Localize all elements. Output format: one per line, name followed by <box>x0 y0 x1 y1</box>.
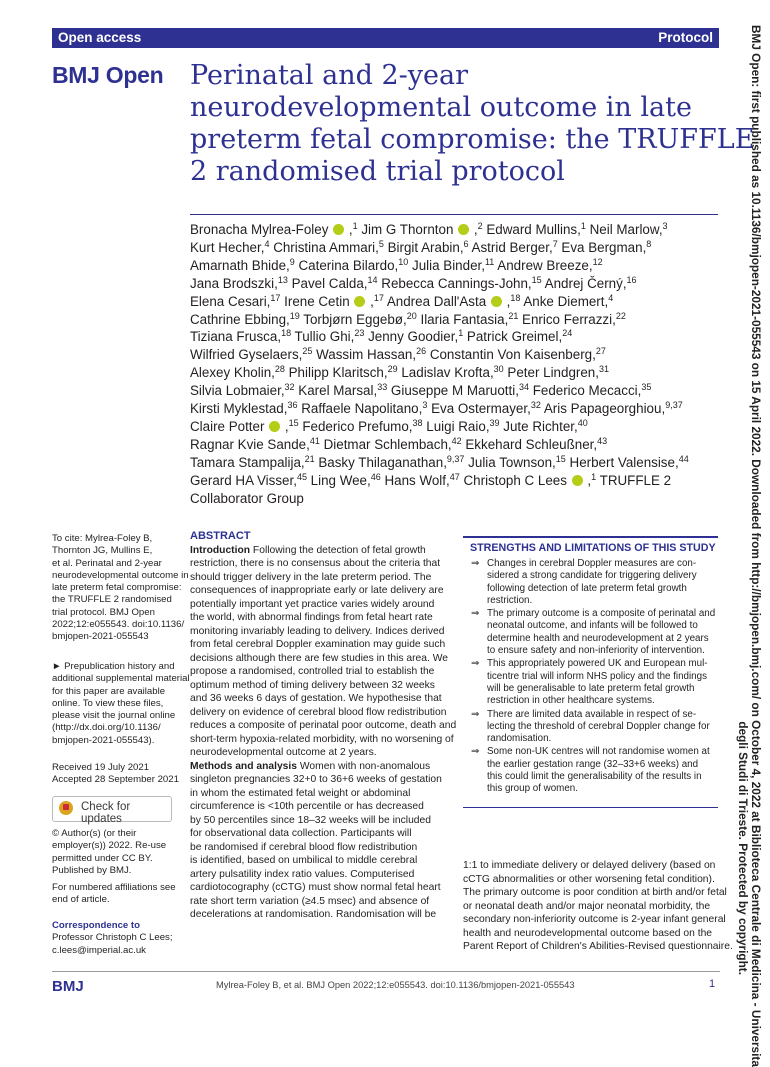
abstract-line: the world, with abnormal findings from fetal heart rate <box>190 612 433 623</box>
cite-line: Thornton JG, Mullins E, <box>52 545 153 557</box>
author-line: Tamara Stampalija,$^{21}$ Basky Thilaganathan,$^{9,37}$ Julia Townson,$^{15}$ Herbert Valensise,$^{44}$ <box>190 453 689 470</box>
received-date: Received 19 July 2021 <box>52 762 150 773</box>
strengths-limitations-box <box>463 536 718 808</box>
author-line: Kirsti Myklestad,$^{36}$ Raffaele Napolitano,$^3$ Eva Ostermayer,$^{32}$ Aris Papageorghiou,$^{9,37}$ <box>190 400 683 417</box>
abstract-line: and 36 weeks 6 days of gestation. We hypothesise that <box>190 693 442 704</box>
abstract-line: Introduction Following the detection of fetal growth <box>190 544 426 556</box>
check-updates-button[interactable] <box>52 796 172 825</box>
crossmark-icon <box>59 801 73 815</box>
abstract-line: in whom the estimated fetal weight or abdominal <box>190 787 411 799</box>
author-line: Jana Brodszki,$^{13}$ Pavel Calda,$^{14}$ Rebecca Cannings-John,$^{15}$ Andrej Černý,$^{16}$ <box>190 274 637 291</box>
copyright-line: Published by BMJ. <box>52 864 132 876</box>
copyright-line: employer(s)) 2022. Re-use <box>52 840 167 852</box>
abstract-body <box>190 544 457 922</box>
copyright-line: © Author(s) (or their <box>52 828 137 839</box>
abstract-line: reduces a composite of perinatal poor outcome, death and <box>190 720 457 731</box>
affiliations-note <box>52 882 177 907</box>
body-line: health and neurodevelopmental outcome based on the <box>463 927 713 939</box>
abstract-line: be randomised if cerebral blood flow redistribution <box>190 841 418 853</box>
body-line: secondary non-inferiority outcome is 2-year infant general <box>463 914 726 925</box>
abstract-heading: ABSTRACT <box>190 530 251 542</box>
abstract-line: by 50 percentiles since 18–32 weeks will be included <box>190 814 431 826</box>
abstract-line: from fetal cerebral Doppler examination may guide such <box>190 639 446 650</box>
title-line: Perinatal and 2-year <box>190 60 469 91</box>
abstract-line: decelerations at randomisation. Randomisation will be <box>190 909 437 920</box>
copyright-block <box>52 828 177 877</box>
accepted-date: Accepted 28 September 2021 <box>52 774 179 786</box>
author-line: Claire Potter ,$^{15}$ Federico Prefumo,$^{38}$ Luigi Raio,$^{39}$ Jute Richter,$^{40}$ <box>190 417 588 434</box>
author-line: Collaborator Group <box>190 490 304 506</box>
watermark-line: BMJ Open: first published as 10.1136/bmjopen-2021-055543 on 15 April 2022. Downloaded from http://bmjopen.bmj.com/ on October 4, 2022 at Biblioteca Centrale di Medicina - Universita <box>749 25 763 1067</box>
author-line: Ragnar Kvie Sande,$^{41}$ Dietmar Schlembach,$^{42}$ Ekkehard Schleußner,$^{43}$ <box>190 435 608 452</box>
body-line: cCTG abnormalities or other worsening fetal condition). <box>463 873 715 885</box>
correspondence-heading: Correspondence to <box>52 920 140 931</box>
arrow-icon: ⇒ <box>471 708 480 720</box>
correspondence-name: Professor Christoph C Lees; <box>52 932 173 944</box>
cite-line: trial protocol. BMJ Open <box>52 606 155 618</box>
prepub-line: (http://dx.doi.org/10.1136/ <box>52 722 161 734</box>
arrow-icon: ⇒ <box>471 558 480 569</box>
author-line: Alexey Kholin,$^{28}$ Philipp Klaritsch,$^{29}$ Ladislav Krofta,$^{30}$ Peter Lindgren,$^{31}$ <box>190 364 610 381</box>
journal-logo[interactable]: BMJ Open <box>52 62 164 88</box>
abstract-line: artery pulsatility index ratio values. Computerised <box>190 868 415 880</box>
footer-divider <box>52 971 720 972</box>
title-line: preterm fetal compromise: the TRUFFLE <box>190 124 755 155</box>
author-list <box>190 221 720 508</box>
cite-line: To cite: Mylrea-Foley B, <box>52 533 153 544</box>
strengths-list <box>463 558 718 796</box>
prepub-line: additional supplemental material <box>52 673 190 685</box>
author-line: Kurt Hecher,$^4$ Christina Ammari,$^5$ Birgit Arabin,$^6$ Astrid Berger,$^7$ Eva Bergman,$^8$ <box>190 238 652 255</box>
correspondence-block <box>52 920 177 957</box>
abstract-line: monitoring invariably leading to delivery. Indices derived <box>190 625 445 637</box>
body-line: The primary outcome is poor condition at birth and/or fetal <box>463 887 727 898</box>
open-access-label: Open access <box>58 30 142 45</box>
footer-citation: Mylrea-Foley B, et al. BMJ Open 2022;12:e055543. doi:10.1136/bmjopen-2021-055543 <box>216 980 575 990</box>
strength-item: ⇒ The primary outcome is a composite of perinatal and neonatal outcome, and infants will be followed to determine health and neurodevelopment at 2 years to ensure safety and non-inferiority of intervention. <box>471 608 716 657</box>
abstract-line: consequences of inappropriate early or late delivery are <box>190 585 444 596</box>
orcid-icon[interactable] <box>572 475 583 486</box>
abstract-line: is identified, based on umbilical to middle cerebral <box>190 855 418 866</box>
cite-line: et al. Perinatal and 2-year <box>52 557 162 569</box>
body-line: Parent Report of Children's Abilities-Revised questionnaire. <box>463 941 733 952</box>
abstract-line: singleton pregnancies 32+0 to 36+6 weeks of gestation <box>190 774 442 785</box>
author-line: Silvia Lobmaier,$^{32}$ Karel Marsal,$^{33}$ Giuseppe M Maruotti,$^{34}$ Federico Mecacci,$^{35}$ <box>190 382 652 399</box>
cite-line: bmjopen-2021-055543 <box>52 631 149 643</box>
abstract-line: rate short term variation (≥4.5 msec) and absence of <box>190 895 430 907</box>
title-line: 2 randomised trial protocol <box>190 156 565 187</box>
copyright-line: permitted under CC BY. <box>52 852 153 864</box>
arrow-icon: ⇒ <box>471 658 480 670</box>
abstract <box>190 530 457 922</box>
title-divider <box>190 214 718 215</box>
abstract-line: Methods and analysis Women with non-anomalous <box>190 760 431 772</box>
watermark-line: degli Studi di Trieste. Protected by copyright. <box>736 721 750 975</box>
prepub-block[interactable] <box>52 661 190 747</box>
bmj-footer-logo: BMJ <box>52 978 84 995</box>
abstract-line: optimum method of timing delivery between 32 weeks <box>190 679 435 691</box>
abstract-line: for observational data collection. Participants will <box>190 828 412 839</box>
abstract-line: short-term hypoxia-related morbidity, with no worsening of <box>190 733 454 745</box>
affil-line: end of article. <box>52 894 110 906</box>
orcid-icon[interactable] <box>491 296 502 307</box>
strength-item: ⇒ Some non-UK centres will not randomise women at the earlier gestation range (32–33+6 weeks) and this could limit the generalisability of the results in this group of women. <box>471 746 710 795</box>
strength-item: ⇒ There are limited data available in respect of se- lecting the threshold of cerebral Doppler change for randomisation. <box>471 708 710 745</box>
prepub-line: please visit the journal online <box>52 710 176 722</box>
prepub-line: ► Prepublication history and <box>52 661 175 672</box>
correspondence-email[interactable]: c.lees@imperial.ac.uk <box>52 944 146 956</box>
affil-line: For numbered affiliations see <box>52 882 176 893</box>
abstract-line: delivery on evidence of cerebral blood flow redistribution <box>190 706 447 718</box>
author-line: Amarnath Bhide,$^9$ Caterina Bilardo,$^{10}$ Julia Binder,$^{11}$ Andrew Breeze,$^{12}$ <box>190 256 603 273</box>
author-line: Wilfried Gyselaers,$^{25}$ Wassim Hassan,$^{26}$ Constantin Von Kaisenberg,$^{27}$ <box>190 346 606 363</box>
body-text-right <box>463 859 733 954</box>
strengths-heading: STRENGTHS AND LIMITATIONS OF THIS STUDY <box>470 542 716 554</box>
abstract-line: propose a randomised, controlled trial to establish the <box>190 666 435 677</box>
dates-block <box>52 762 177 787</box>
article-title <box>190 60 755 188</box>
orcid-icon[interactable] <box>458 224 469 235</box>
orcid-icon[interactable] <box>333 224 344 235</box>
cite-line: the TRUFFLE 2 randomised <box>52 594 172 606</box>
arrow-icon: ⇒ <box>471 608 480 620</box>
author-line: Elena Cesari,$^{17}$ Irene Cetin ,$^{17}$ Andrea Dall'Asta ,$^{18}$ Anke Diemert,$^4$ <box>190 292 614 309</box>
abstract-line: should trigger delivery in the late preterm period. The <box>190 571 432 583</box>
article-type-label: Protocol <box>658 30 713 45</box>
cite-line: late preterm fetal compromise: <box>52 582 182 594</box>
author-line: Gerard HA Visser,$^{45}$ Ling Wee,$^{46}$ Hans Wolf,$^{47}$ Christoph C Lees ,$^1$ TRUFFLE 2 <box>190 471 672 488</box>
prepub-line: online. To view these files, <box>52 697 164 709</box>
strength-item: ⇒ Changes in cerebral Doppler measures are con- sidered a strong candidate for triggering delivery following detection of late preterm fetal growth restriction. <box>471 558 697 606</box>
body-line: 1:1 to immediate delivery or delayed delivery (based on <box>463 860 716 871</box>
author-line: Cathrine Ebbing,$^{19}$ Torbjørn Eggebø,$^{20}$ Ilaria Fantasia,$^{21}$ Enrico Ferrazzi,$^{22}$ <box>190 310 626 327</box>
abstract-line: cardiotocography (cCTG) must show normal fetal heart <box>190 882 441 893</box>
arrow-icon: ⇒ <box>471 746 480 758</box>
check-updates-label: Check for updates <box>81 801 131 825</box>
author-line: Bronacha Mylrea-Foley ,$^1$ Jim G Thornton ,$^2$ Edward Mullins,$^1$ Neil Marlow,$^3$ <box>190 221 668 237</box>
prepub-line: bmjopen-2021-055543). <box>52 734 155 746</box>
abstract-line: circumference is <10th percentile or has decreased <box>190 801 424 812</box>
page-number: 1 <box>709 978 716 990</box>
header-bar <box>52 28 719 48</box>
strength-item: ⇒ This appropriately powered UK and European mul- ticentre trial will inform NHS policy and the findings will be generalisable to late preterm fetal growth restriction in other healthcare systems. <box>471 658 708 707</box>
cite-line: 2022;12:e055543. doi:10.1136/ <box>52 619 185 631</box>
orcid-icon[interactable] <box>269 421 280 432</box>
author-line: Tiziana Frusca,$^{18}$ Tullio Ghi,$^{23}$ Jenny Goodier,$^1$ Patrick Greimel,$^{24}$ <box>190 328 573 345</box>
abstract-line: neurodevelopmental outcome at 2 years. <box>190 747 377 758</box>
orcid-icon[interactable] <box>354 296 365 307</box>
prepub-line: for this paper are available <box>52 685 166 697</box>
abstract-line: restriction, there is no consensus about the criteria that <box>190 558 441 569</box>
title-line: neurodevelopmental outcome in late <box>190 92 692 123</box>
abstract-line: potentially important yet practice varies widely around <box>190 598 435 610</box>
body-line: or neonatal death and/or major neonatal morbidity, the <box>463 900 711 912</box>
abstract-line: decisions although there are few studies in this area. We <box>190 652 448 664</box>
citation-block <box>52 533 189 644</box>
cite-line: neurodevelopmental outcome in <box>52 569 189 581</box>
download-watermark <box>736 25 763 1067</box>
